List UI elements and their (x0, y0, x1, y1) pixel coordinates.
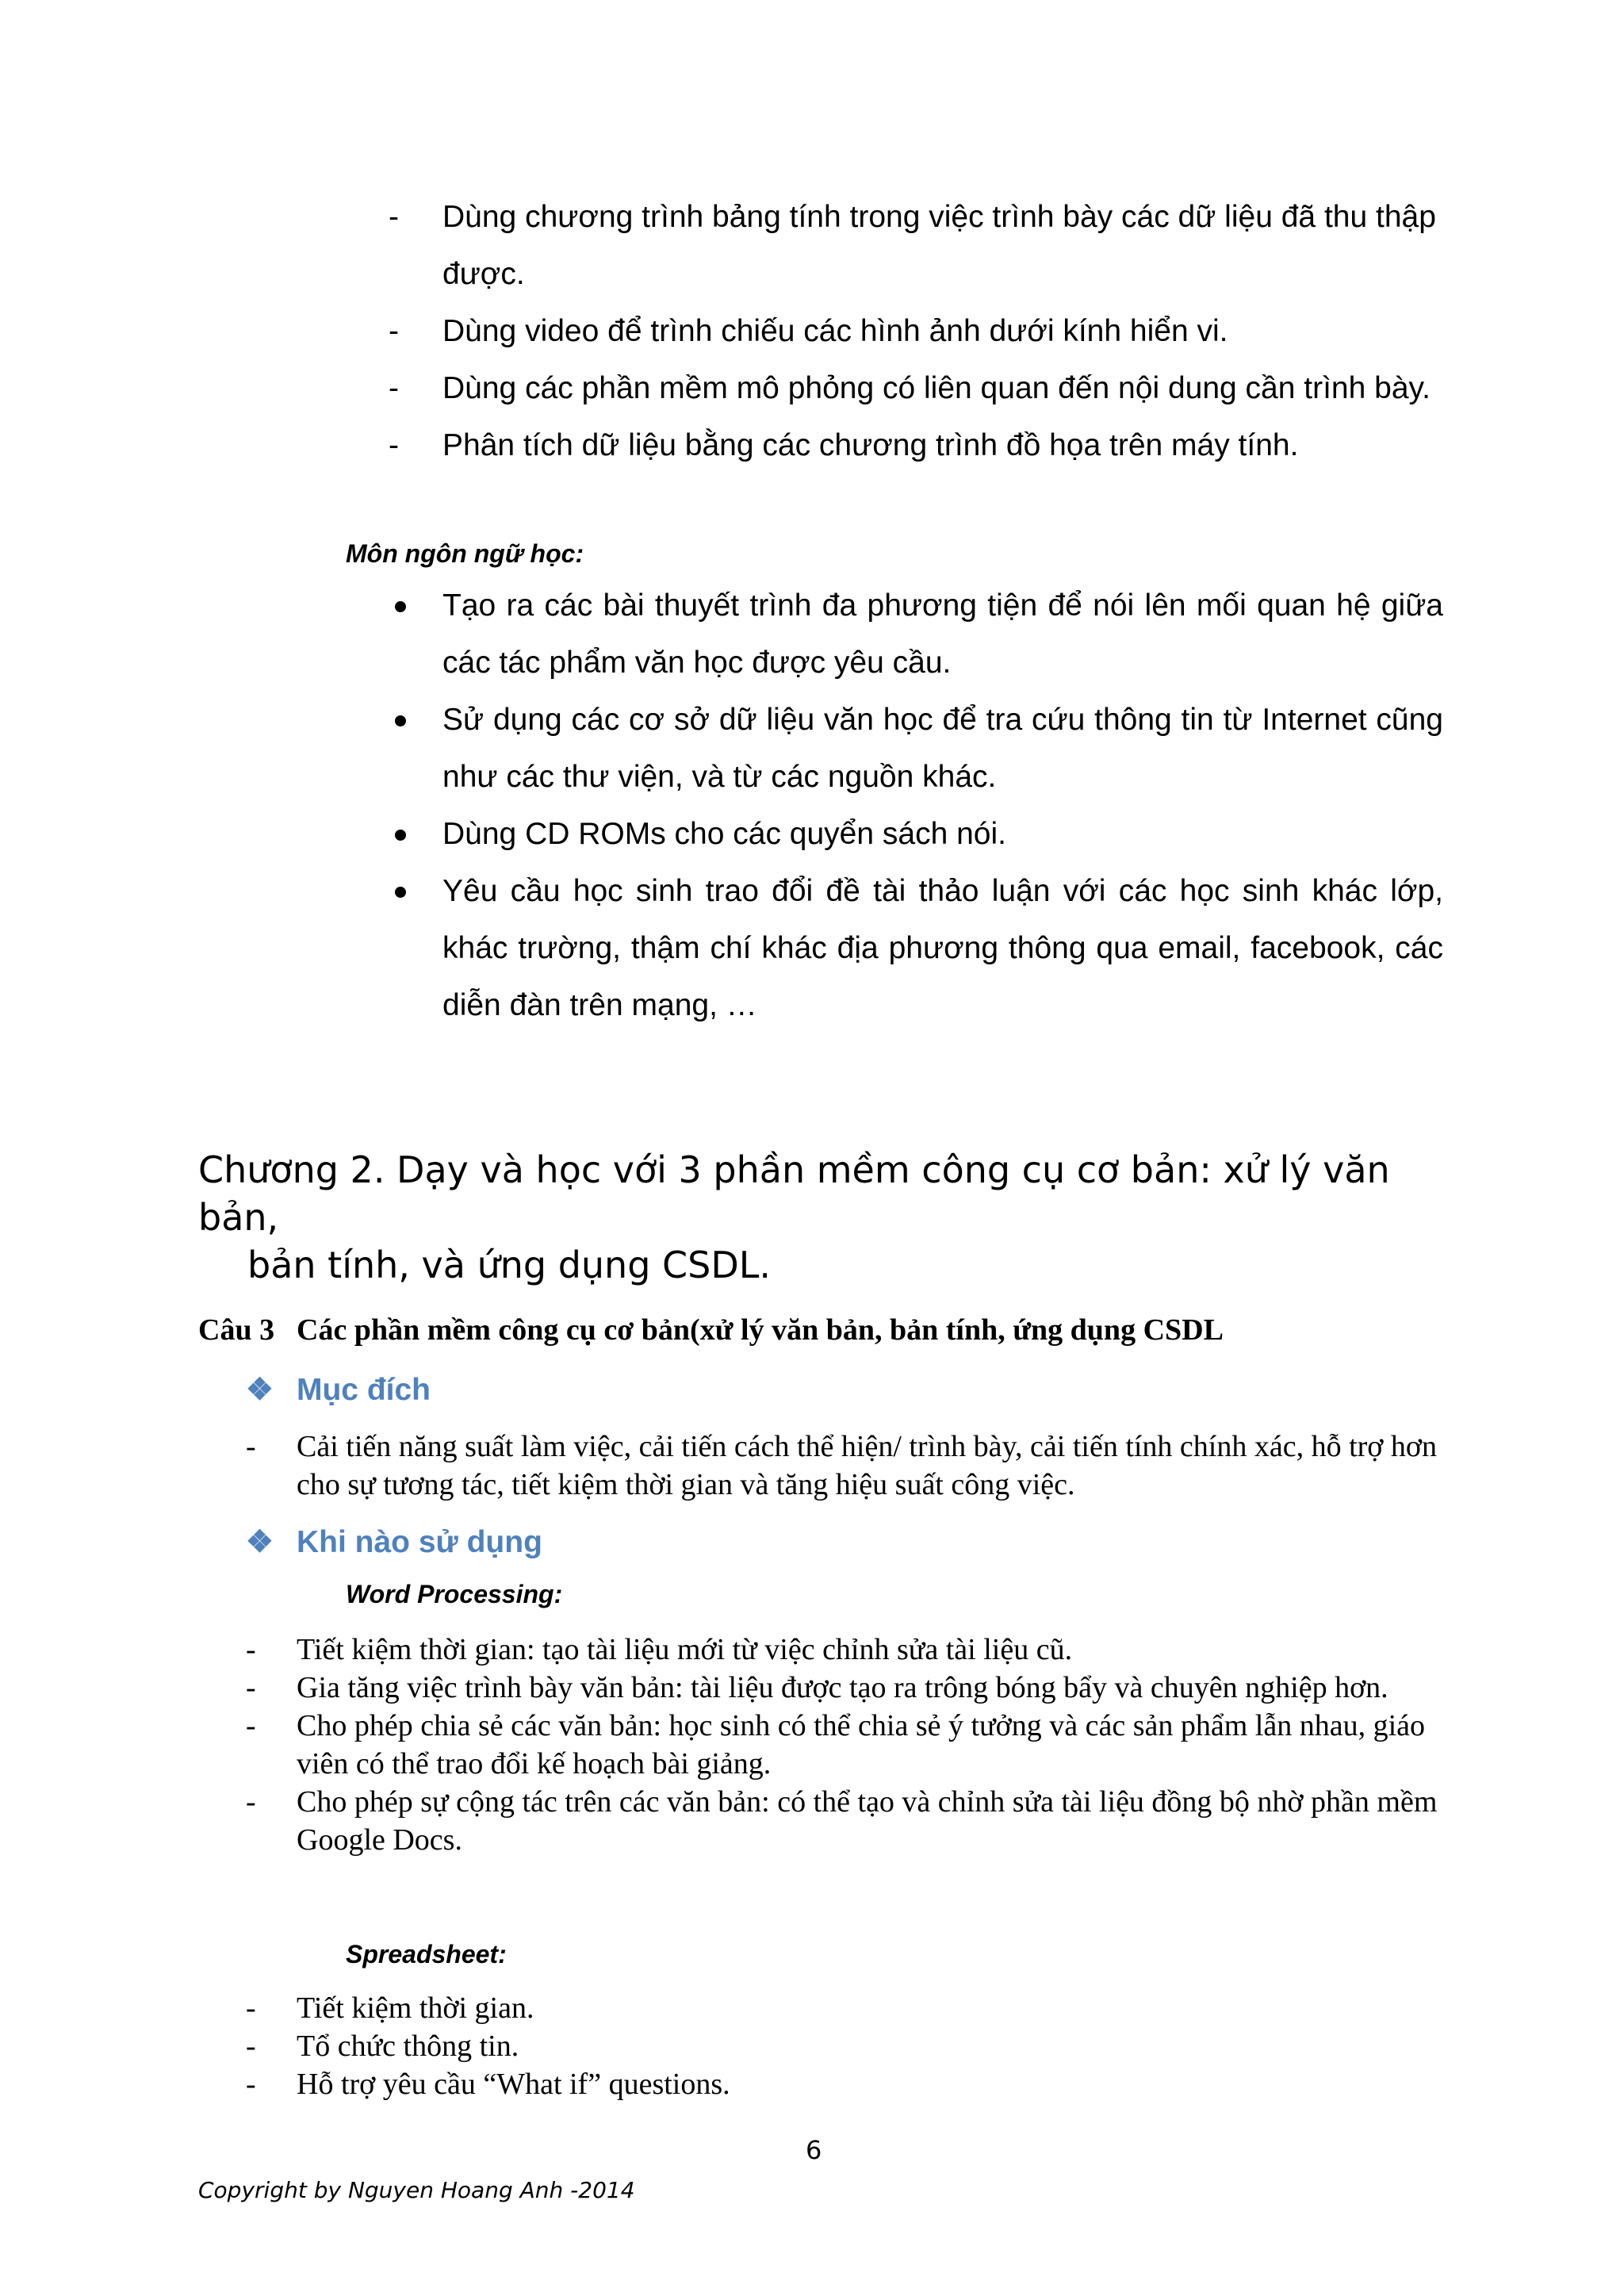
question-number: Câu 3 (198, 1313, 275, 1347)
list-item (246, 1428, 1451, 1504)
purpose-list (246, 1428, 1451, 1504)
list-item (246, 1631, 1451, 1669)
list-item (389, 577, 1443, 692)
list-item (389, 189, 1443, 303)
list-item-text: Hỗ trợ yêu cầu “What if” questions. (297, 2068, 730, 2101)
bullet-icon (395, 601, 406, 612)
spreadsheet-list (246, 1989, 1451, 2103)
dash-marker: - (246, 1785, 256, 1819)
list-item-text: Dùng CD ROMs cho các quyển sách nói. (442, 817, 1006, 851)
list-item (246, 1783, 1451, 1859)
when-to-use-heading-text: Khi nào sử dụng (297, 1525, 542, 1559)
page-number: 6 (806, 2135, 822, 2165)
chapter-heading (198, 1146, 1467, 1289)
list-item (246, 1989, 1451, 2027)
list-item-text: Cho phép sự cộng tác trên các văn bản: có thể tạo và chỉnh sửa tài liệu đồng bộ nhờ phần mềm Google Docs. (297, 1785, 1438, 1857)
list-item (389, 303, 1443, 360)
dash-marker: - (246, 1991, 256, 2025)
list-item (246, 1707, 1451, 1783)
word-processing-list (246, 1631, 1451, 1859)
copyright-footer: Copyright by Nguyen Hoang Anh -2014 (198, 2177, 635, 2203)
list-item (389, 360, 1443, 417)
language-section-heading: Môn ngôn ngữ học: (346, 539, 584, 568)
list-item-text: Phân tích dữ liệu bằng các chương trình đồ họa trên máy tính. (442, 428, 1299, 462)
list-item (246, 1669, 1451, 1707)
list-item-text: Tổ chức thông tin. (297, 2030, 519, 2063)
dash-marker: - (246, 1709, 256, 1742)
list-item-text: Sử dụng các cơ sở dữ liệu văn học để tra cứu thông tin từ Internet cũng như các thư viện, và từ các nguồn khác. (442, 703, 1443, 794)
chapter-heading-line: bản tính, và ứng dụng CSDL. (247, 1244, 772, 1286)
dash-marker: - (246, 2068, 256, 2101)
list-item (389, 692, 1443, 806)
bullet-icon (395, 715, 406, 726)
purpose-heading (246, 1372, 431, 1408)
list-item-text: Yêu cầu học sinh trao đổi đề tài thảo luận với các học sinh khác lớp, khác trường, thậm chí khác địa phương thông qua email, facebook, các diễn đàn trên mạng, … (442, 874, 1443, 1022)
intro-dash-list (389, 189, 1443, 474)
list-item-text: Dùng chương trình bảng tính trong việc trình bày các dữ liệu đã thu thập được. (442, 200, 1436, 291)
list-item-text: Tiết kiệm thời gian. (297, 1991, 534, 2025)
dash-marker: - (246, 1633, 256, 1666)
list-item-text: Cải tiến năng suất làm việc, cải tiến cách thể hiện/ trình bày, cải tiến tính chính xác, hỗ trợ hơn cho sự tương tác, tiết kiệm thời gian và tăng hiệu suất công việc. (297, 1430, 1437, 1501)
chapter-heading-line: Chương 2. Dạy và học với 3 phần mềm công cụ cơ bản: xử lý văn bản, (198, 1148, 1390, 1239)
dash-marker: - (389, 371, 399, 405)
list-item-text: Gia tăng việc trình bày văn bản: tài liệu được tạo ra trông bóng bẩy và chuyên nghiệp hơn. (297, 1671, 1388, 1704)
dash-marker: - (246, 2030, 256, 2063)
list-item-text: Dùng các phần mềm mô phỏng có liên quan đến nội dung cần trình bày. (442, 371, 1431, 405)
language-bullet-list (389, 577, 1443, 1034)
list-item-text: Tạo ra các bài thuyết trình đa phương tiện để nói lên mối quan hệ giữa các tác phẩm văn học được yêu cầu. (442, 588, 1443, 680)
diamond-bullet-icon: ❖ (246, 1525, 274, 1559)
bullet-icon (395, 830, 406, 841)
purpose-heading-text: Mục đích (297, 1373, 431, 1407)
word-processing-heading: Word Processing: (346, 1580, 563, 1608)
list-item (389, 417, 1443, 474)
dash-marker: - (389, 314, 399, 348)
list-item (389, 806, 1443, 863)
when-to-use-heading (246, 1524, 542, 1560)
list-item (246, 2065, 1451, 2103)
spreadsheet-heading: Spreadsheet: (346, 1940, 507, 1968)
dash-marker: - (246, 1671, 256, 1704)
dash-marker: - (389, 200, 399, 234)
list-item-text: Dùng video để trình chiếu các hình ảnh dưới kính hiển vi. (442, 314, 1228, 348)
list-item (246, 2027, 1451, 2065)
dash-marker: - (246, 1430, 256, 1463)
dash-marker: - (389, 428, 399, 462)
list-item (389, 863, 1443, 1034)
question-title: Các phần mềm công cụ cơ bản(xử lý văn bản, bản tính, ứng dụng CSDL (297, 1313, 1224, 1347)
bullet-icon (395, 887, 406, 898)
list-item-text: Tiết kiệm thời gian: tạo tài liệu mới từ việc chỉnh sửa tài liệu cũ. (297, 1633, 1073, 1666)
diamond-bullet-icon: ❖ (246, 1373, 274, 1407)
question-heading (198, 1313, 1224, 1347)
list-item-text: Cho phép chia sẻ các văn bản: học sinh có thể chia sẻ ý tưởng và các sản phẩm lẫn nhau, giáo viên có thể trao đổi kế hoạch bài giảng. (297, 1709, 1425, 1780)
